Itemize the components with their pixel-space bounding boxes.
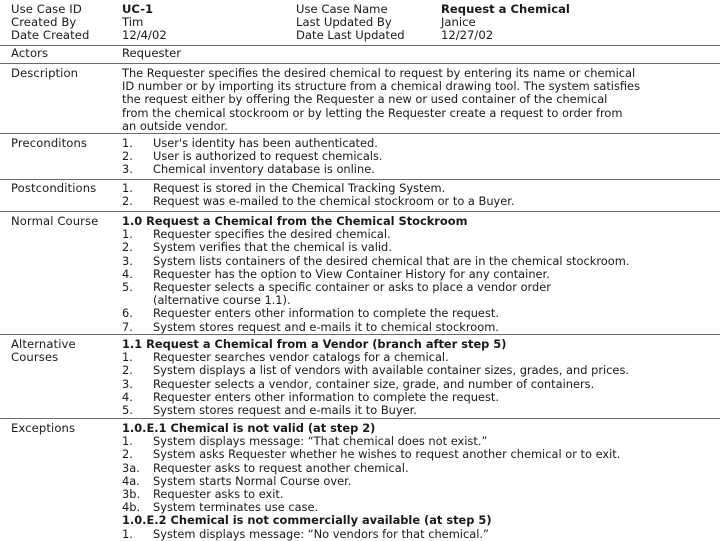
list-item: 6. Requester enters other information to complete the request.	[122, 306, 499, 321]
alternative-course-heading: 1.1 Request a Chemical from a Vendor (branch after step 5)	[122, 337, 507, 351]
list-item: 3b. Requester asks to exit.	[122, 487, 284, 502]
actors-value: Requester	[122, 46, 181, 60]
list-item: (alternative course 1.1).	[153, 293, 291, 308]
row-divider	[0, 133, 720, 134]
row-divider	[0, 179, 720, 180]
date-last-updated-label: Date Last Updated	[296, 28, 405, 42]
use-case-name-value: Request a Chemical	[441, 2, 570, 16]
created-by-value: Tim	[122, 15, 144, 29]
preconditions-list	[122, 137, 714, 177]
list-item: 2. User is authorized to request chemicals.	[122, 149, 383, 164]
description-label: Description	[11, 66, 79, 80]
description-text	[122, 67, 714, 133]
list-item: 3. Requester selects a vendor, container size, grade, and number of containers.	[122, 376, 595, 391]
alternative-courses-label-2: Courses	[11, 350, 59, 364]
row-divider	[0, 211, 720, 212]
exceptions-list	[122, 422, 714, 541]
postconditions-list	[122, 182, 714, 208]
date-created-value: 12/4/02	[122, 28, 167, 42]
row-divider	[0, 334, 720, 335]
description-line: an outside vendor.	[122, 118, 228, 133]
alternative-courses-list	[122, 338, 714, 417]
created-by-label: Created By	[11, 15, 77, 29]
description-line: ID number or by importing its structure from a chemical drawing tool. The system satisfies	[122, 79, 641, 94]
last-updated-by-label: Last Updated By	[296, 15, 392, 29]
list-item: 2. Request was e-mailed to the chemical stockroom or to a Buyer.	[122, 194, 515, 209]
use-case-id-value: UC-1	[122, 2, 154, 16]
list-item: 1. Requester specifies the desired chemical.	[122, 227, 391, 242]
list-item: 2. System asks Requester whether he wishes to request another chemical or to exit.	[122, 447, 621, 462]
list-item: 5. Requester selects a specific container or asks to place a vendor order	[122, 280, 551, 295]
list-item: 4b. System terminates use case.	[122, 500, 319, 515]
use-case-id-label: Use Case ID	[11, 2, 82, 16]
list-item: 1. System displays message: “That chemical does not exist.”	[122, 434, 488, 449]
row-divider	[0, 45, 720, 46]
row-divider	[0, 418, 720, 419]
list-item: 1. User's identity has been authenticated.	[122, 136, 378, 150]
list-item: 3a. Requester asks to request another chemical.	[122, 460, 409, 475]
description-line: The Requester specifies the desired chemical to request by entering its name or chemical	[122, 66, 636, 80]
list-item: 5. System stores request and e-mails it to Buyer.	[122, 403, 417, 418]
list-item: 3. System lists containers of the desired chemical that are in the chemical stockroom.	[122, 253, 630, 268]
normal-course-label: Normal Course	[11, 214, 99, 228]
alternative-courses-label: Alternative	[11, 337, 76, 351]
postconditions-label: Postconditions	[11, 181, 97, 195]
list-item: 4. Requester enters other information to complete the request.	[122, 389, 499, 404]
list-item: 7. System stores request and e-mails it to chemical stockroom.	[122, 319, 499, 334]
row-divider	[0, 63, 720, 64]
use-case-name-label: Use Case Name	[296, 2, 388, 16]
date-created-label: Date Created	[11, 28, 90, 42]
date-last-updated-value: 12/27/02	[441, 28, 494, 42]
list-item: 4. Requester has the option to View Container History for any container.	[122, 266, 550, 281]
exception-heading: 1.0.E.1 Chemical is not valid (at step 2)	[122, 421, 376, 435]
normal-course-list	[122, 215, 714, 334]
preconditions-label: Preconditons	[11, 136, 88, 150]
list-item: 3. Chemical inventory database is online.	[122, 162, 375, 177]
list-item: 1. Request is stored in the Chemical Tracking System.	[122, 181, 446, 195]
list-item: 1. System displays message: “No vendors for that chemical.”	[122, 526, 489, 541]
actors-label: Actors	[11, 46, 49, 60]
last-updated-by-value: Janice	[441, 15, 476, 29]
list-item: 2. System verifies that the chemical is valid.	[122, 240, 392, 255]
list-item: 1. Requester searches vendor catalogs for a chemical.	[122, 350, 449, 365]
normal-course-heading: 1.0 Request a Chemical from the Chemical Stockroom	[122, 214, 468, 228]
description-line: the request either by offering the Requester a new or used container of the chemical	[122, 92, 608, 107]
list-item: 4a. System starts Normal Course over.	[122, 473, 352, 488]
exception-heading: 1.0.E.2 Chemical is not commercially available (at step 5)	[122, 513, 492, 528]
exceptions-label: Exceptions	[11, 421, 76, 435]
description-line: from the chemical stockroom or by letting the Requester create a request to order from	[122, 105, 623, 120]
list-item: 2. System displays a list of vendors with available container sizes, grades, and prices.	[122, 363, 629, 378]
